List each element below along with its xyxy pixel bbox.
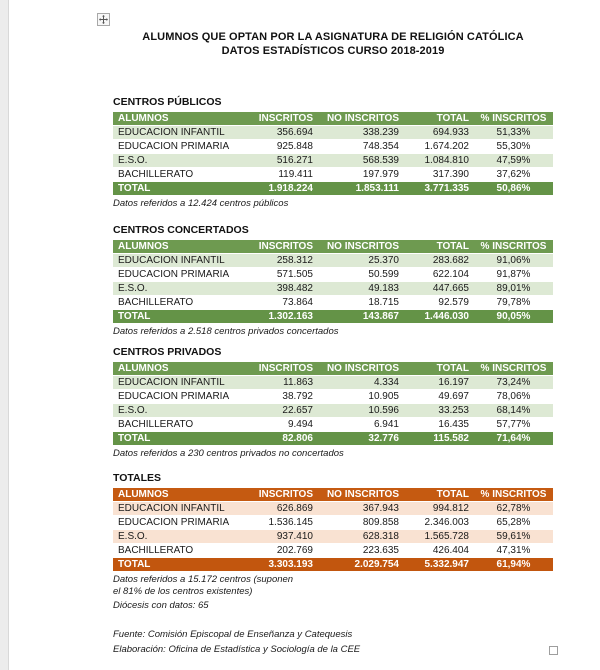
table-row [113, 140, 553, 154]
total-row [113, 310, 553, 324]
table-row [113, 516, 553, 530]
cell-no-inscritos: 50.599 [319, 268, 405, 282]
table-row [113, 168, 553, 182]
cell-inscritos: 89,01% [475, 282, 553, 296]
cell-no-inscritos: 628.318 [319, 530, 405, 544]
cell-inscritos: 65,28% [475, 516, 553, 530]
cell-inscritos: 57,77% [475, 418, 553, 432]
document-subtitle: DATOS ESTADÍSTICOS CURSO 2018-2019 [221, 45, 445, 57]
cell-inscritos: 73,24% [475, 376, 553, 390]
cell-inscritos: 47,59% [475, 154, 553, 168]
cell-no-inscritos: 6.941 [319, 418, 405, 432]
table-row [113, 282, 553, 296]
column-header-no-inscritos: NO INSCRITOS [319, 362, 405, 376]
cell-inscritos: 61,94% [475, 558, 553, 572]
cell-no-inscritos: 809.858 [319, 516, 405, 530]
cell-inscritos: 50,86% [475, 182, 553, 196]
column-header-alumnos: ALUMNOS [113, 488, 247, 502]
cell-no-inscritos: 32.776 [319, 432, 405, 446]
header-row [113, 488, 553, 502]
column-header-total: TOTAL [405, 362, 475, 376]
cell-total: 1.084.810 [405, 154, 475, 168]
cell-inscritos: 62,78% [475, 502, 553, 516]
cell-inscritos: 68,14% [475, 404, 553, 418]
cell-inscritos: 11.863 [247, 376, 319, 390]
column-header-alumnos: ALUMNOS [113, 112, 247, 126]
column-header-alumnos: ALUMNOS [113, 362, 247, 376]
cell-no-inscritos: 338.239 [319, 126, 405, 140]
cell-total: 1.565.728 [405, 530, 475, 544]
cell-inscritos: 398.482 [247, 282, 319, 296]
row-label: EDUCACION PRIMARIA [113, 390, 247, 404]
cell-no-inscritos: 197.979 [319, 168, 405, 182]
cell-inscritos: 91,06% [475, 254, 553, 268]
cell-inscritos: 90,05% [475, 310, 553, 324]
total-row [113, 558, 553, 572]
row-label: EDUCACION PRIMARIA [113, 268, 247, 282]
cell-no-inscritos: 10.905 [319, 390, 405, 404]
table-row [113, 154, 553, 168]
table-row [113, 126, 553, 140]
total-row [113, 432, 553, 446]
document-title: ALUMNOS QUE OPTAN POR LA ASIGNATURA DE RELIGIÓN CATÓLICA [142, 31, 524, 43]
column-header-no-inscritos: NO INSCRITOS [319, 112, 405, 126]
row-label: E.S.O. [113, 282, 247, 296]
cell-inscritos: 3.303.193 [247, 558, 319, 572]
total-row [113, 182, 553, 196]
cell-inscritos: 626.869 [247, 502, 319, 516]
cell-inscritos: 1.536.145 [247, 516, 319, 530]
cell-inscritos: 937.410 [247, 530, 319, 544]
row-label: BACHILLERATO [113, 418, 247, 432]
row-label: EDUCACION PRIMARIA [113, 516, 247, 530]
column-header-inscritos: % INSCRITOS [475, 240, 553, 254]
table-row [113, 254, 553, 268]
row-label: EDUCACION INFANTIL [113, 376, 247, 390]
page-margin-strip [0, 0, 9, 670]
table-note: Datos referidos a 12.424 centros públicos [113, 198, 289, 209]
header-row [113, 112, 553, 126]
cell-inscritos: 37,62% [475, 168, 553, 182]
section-centros-concertados [113, 224, 553, 338]
cell-no-inscritos: 568.539 [319, 154, 405, 168]
table-totales [113, 488, 553, 572]
cell-inscritos: 1.302.163 [247, 310, 319, 324]
table-row [113, 502, 553, 516]
cell-inscritos: 55,30% [475, 140, 553, 154]
table-centros-concertados [113, 240, 553, 324]
elaboration-line: Elaboración: Oficina de Estadística y Sociología de la CEE [113, 644, 361, 655]
dioceses-note: Diócesis con datos: 65 [113, 600, 209, 611]
cell-total: 694.933 [405, 126, 475, 140]
row-label: BACHILLERATO [113, 168, 247, 182]
cell-total: 5.332.947 [405, 558, 475, 572]
column-header-no-inscritos: NO INSCRITOS [319, 240, 405, 254]
cell-inscritos: 59,61% [475, 530, 553, 544]
cell-inscritos: 9.494 [247, 418, 319, 432]
table-row [113, 418, 553, 432]
cell-total: 2.346.003 [405, 516, 475, 530]
table-note: Datos referidos a 15.172 centros (suponen el 81% de los centros existentes) [113, 574, 294, 597]
table-row [113, 376, 553, 390]
cell-total: 16.197 [405, 376, 475, 390]
cell-inscritos: 38.792 [247, 390, 319, 404]
cell-no-inscritos: 748.354 [319, 140, 405, 154]
cell-inscritos: 82.806 [247, 432, 319, 446]
cell-inscritos: 91,87% [475, 268, 553, 282]
section-heading: CENTROS CONCERTADOS [113, 224, 249, 236]
column-header-total: TOTAL [405, 112, 475, 126]
cell-no-inscritos: 10.596 [319, 404, 405, 418]
column-header-inscritos: INSCRITOS [247, 362, 319, 376]
column-header-alumnos: ALUMNOS [113, 240, 247, 254]
object-resize-handle[interactable] [549, 646, 558, 655]
row-label: TOTAL [113, 310, 247, 324]
cell-inscritos: 22.657 [247, 404, 319, 418]
cell-total: 115.582 [405, 432, 475, 446]
cell-inscritos: 51,33% [475, 126, 553, 140]
cell-inscritos: 356.694 [247, 126, 319, 140]
cell-no-inscritos: 4.334 [319, 376, 405, 390]
cell-total: 994.812 [405, 502, 475, 516]
cell-no-inscritos: 18.715 [319, 296, 405, 310]
table-centros-p-blicos [113, 112, 553, 196]
cell-total: 33.253 [405, 404, 475, 418]
header-row [113, 240, 553, 254]
cell-no-inscritos: 2.029.754 [319, 558, 405, 572]
cell-inscritos: 119.411 [247, 168, 319, 182]
cell-inscritos: 516.271 [247, 154, 319, 168]
cell-total: 16.435 [405, 418, 475, 432]
column-header-no-inscritos: NO INSCRITOS [319, 488, 405, 502]
cell-total: 3.771.335 [405, 182, 475, 196]
cell-total: 92.579 [405, 296, 475, 310]
cell-no-inscritos: 49.183 [319, 282, 405, 296]
cell-total: 317.390 [405, 168, 475, 182]
column-header-inscritos: % INSCRITOS [475, 362, 553, 376]
table-note: Datos referidos a 230 centros privados no concertados [113, 448, 344, 459]
cell-no-inscritos: 143.867 [319, 310, 405, 324]
source-line: Fuente: Comisión Episcopal de Enseñanza y Catequesis [113, 629, 353, 640]
section-heading: CENTROS PRIVADOS [113, 346, 222, 358]
table-move-handle[interactable] [97, 13, 110, 26]
cell-total: 283.682 [405, 254, 475, 268]
row-label: BACHILLERATO [113, 544, 247, 558]
move-cross-icon [99, 15, 108, 24]
row-label: TOTAL [113, 432, 247, 446]
cell-inscritos: 78,06% [475, 390, 553, 404]
cell-inscritos: 925.848 [247, 140, 319, 154]
table-row [113, 530, 553, 544]
cell-no-inscritos: 25.370 [319, 254, 405, 268]
cell-total: 426.404 [405, 544, 475, 558]
row-label: EDUCACION INFANTIL [113, 254, 247, 268]
table-row [113, 404, 553, 418]
cell-inscritos: 202.769 [247, 544, 319, 558]
cell-inscritos: 47,31% [475, 544, 553, 558]
cell-total: 49.697 [405, 390, 475, 404]
column-header-total: TOTAL [405, 488, 475, 502]
cell-inscritos: 1.918.224 [247, 182, 319, 196]
table-row [113, 544, 553, 558]
row-label: E.S.O. [113, 530, 247, 544]
cell-no-inscritos: 223.635 [319, 544, 405, 558]
table-row [113, 296, 553, 310]
cell-inscritos: 571.505 [247, 268, 319, 282]
table-row [113, 268, 553, 282]
section-totales [113, 472, 553, 598]
cell-no-inscritos: 367.943 [319, 502, 405, 516]
cell-total: 1.446.030 [405, 310, 475, 324]
column-header-inscritos: INSCRITOS [247, 488, 319, 502]
cell-inscritos: 258.312 [247, 254, 319, 268]
row-label: TOTAL [113, 558, 247, 572]
header-row [113, 362, 553, 376]
row-label: TOTAL [113, 182, 247, 196]
column-header-inscritos: % INSCRITOS [475, 488, 553, 502]
cell-inscritos: 71,64% [475, 432, 553, 446]
cell-total: 622.104 [405, 268, 475, 282]
cell-inscritos: 79,78% [475, 296, 553, 310]
column-header-inscritos: INSCRITOS [247, 240, 319, 254]
section-heading: TOTALES [113, 472, 162, 484]
cell-total: 447.665 [405, 282, 475, 296]
column-header-inscritos: % INSCRITOS [475, 112, 553, 126]
table-centros-privados [113, 362, 553, 446]
table-note: Datos referidos a 2.518 centros privados concertados [113, 326, 339, 337]
column-header-inscritos: INSCRITOS [247, 112, 319, 126]
row-label: E.S.O. [113, 404, 247, 418]
section-centros-privados [113, 346, 553, 460]
section-heading: CENTROS PÚBLICOS [113, 96, 222, 108]
cell-inscritos: 73.864 [247, 296, 319, 310]
row-label: E.S.O. [113, 154, 247, 168]
section-centros-p-blicos [113, 96, 553, 210]
row-label: EDUCACION INFANTIL [113, 126, 247, 140]
column-header-total: TOTAL [405, 240, 475, 254]
table-row [113, 390, 553, 404]
row-label: EDUCACION INFANTIL [113, 502, 247, 516]
cell-total: 1.674.202 [405, 140, 475, 154]
row-label: EDUCACION PRIMARIA [113, 140, 247, 154]
cell-no-inscritos: 1.853.111 [319, 182, 405, 196]
row-label: BACHILLERATO [113, 296, 247, 310]
